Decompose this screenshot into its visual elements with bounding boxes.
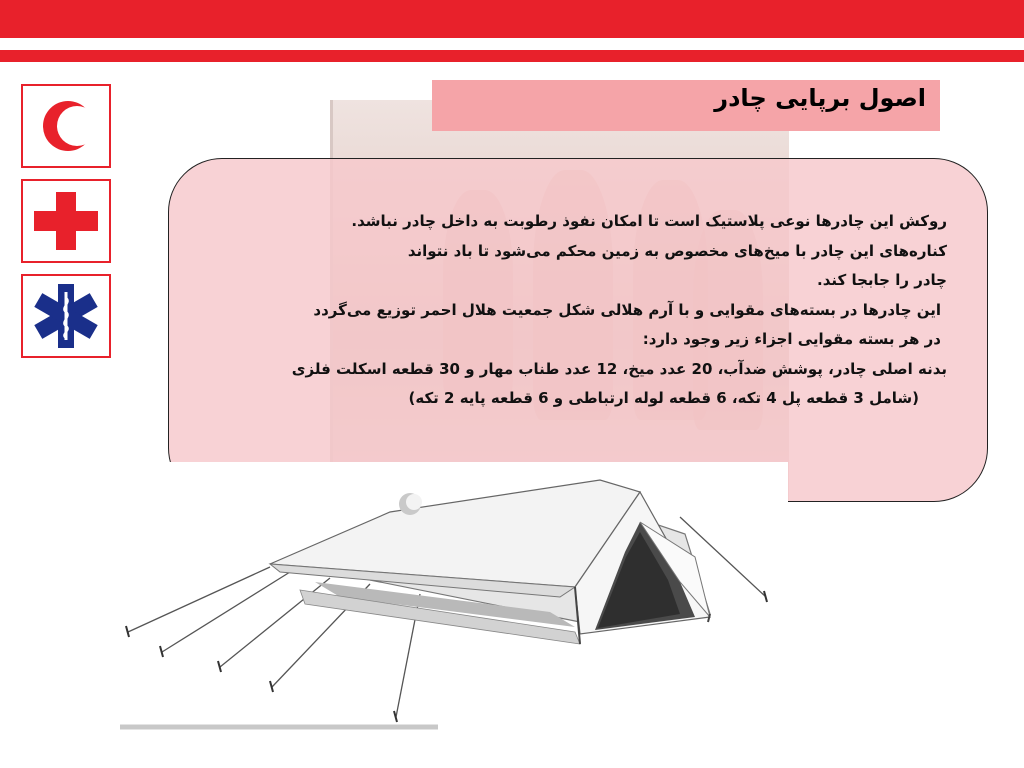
title-box — [432, 80, 940, 131]
red-crescent-icon — [21, 84, 111, 168]
body-line: بدنه اصلی چادر، پوشش ضدآب، 20 عدد میخ، 12 عدد طناب مهار و 30 قطعه اسکلت فلزی — [291, 359, 947, 378]
slide-title: اصول برپایی چادر — [714, 84, 926, 112]
header-red-stripe — [0, 50, 1024, 62]
body-line: چادر را جابجا کند. — [817, 271, 947, 289]
tent-image — [120, 462, 788, 734]
red-cross-icon — [21, 179, 111, 263]
body-line: در هر بسته مقوایی اجزاء زیر وجود دارد: — [642, 330, 941, 348]
body-line: کناره‌های این چادر با میخ‌های مخصوص به زمین محکم می‌شود تا باد نتواند — [407, 241, 947, 260]
header-red-band — [0, 0, 1024, 38]
body-line: این چادرها در بسته‌های مقوایی و با آرم هلالی شکل جمعیت هلال احمر توزیع می‌گردد — [313, 300, 941, 319]
body-line: روکش این چادرها نوعی پلاستیک است تا امکان نفوذ رطوبت به داخل چادر نباشد. — [351, 212, 947, 230]
body-text — [227, 207, 947, 414]
content-panel — [168, 158, 988, 502]
star-of-life-icon — [21, 274, 111, 358]
body-line: (شامل 3 قطعه پل 4 تکه، 6 قطعه لوله ارتباطی و 6 قطعه پایه 2 تکه) — [408, 389, 919, 407]
